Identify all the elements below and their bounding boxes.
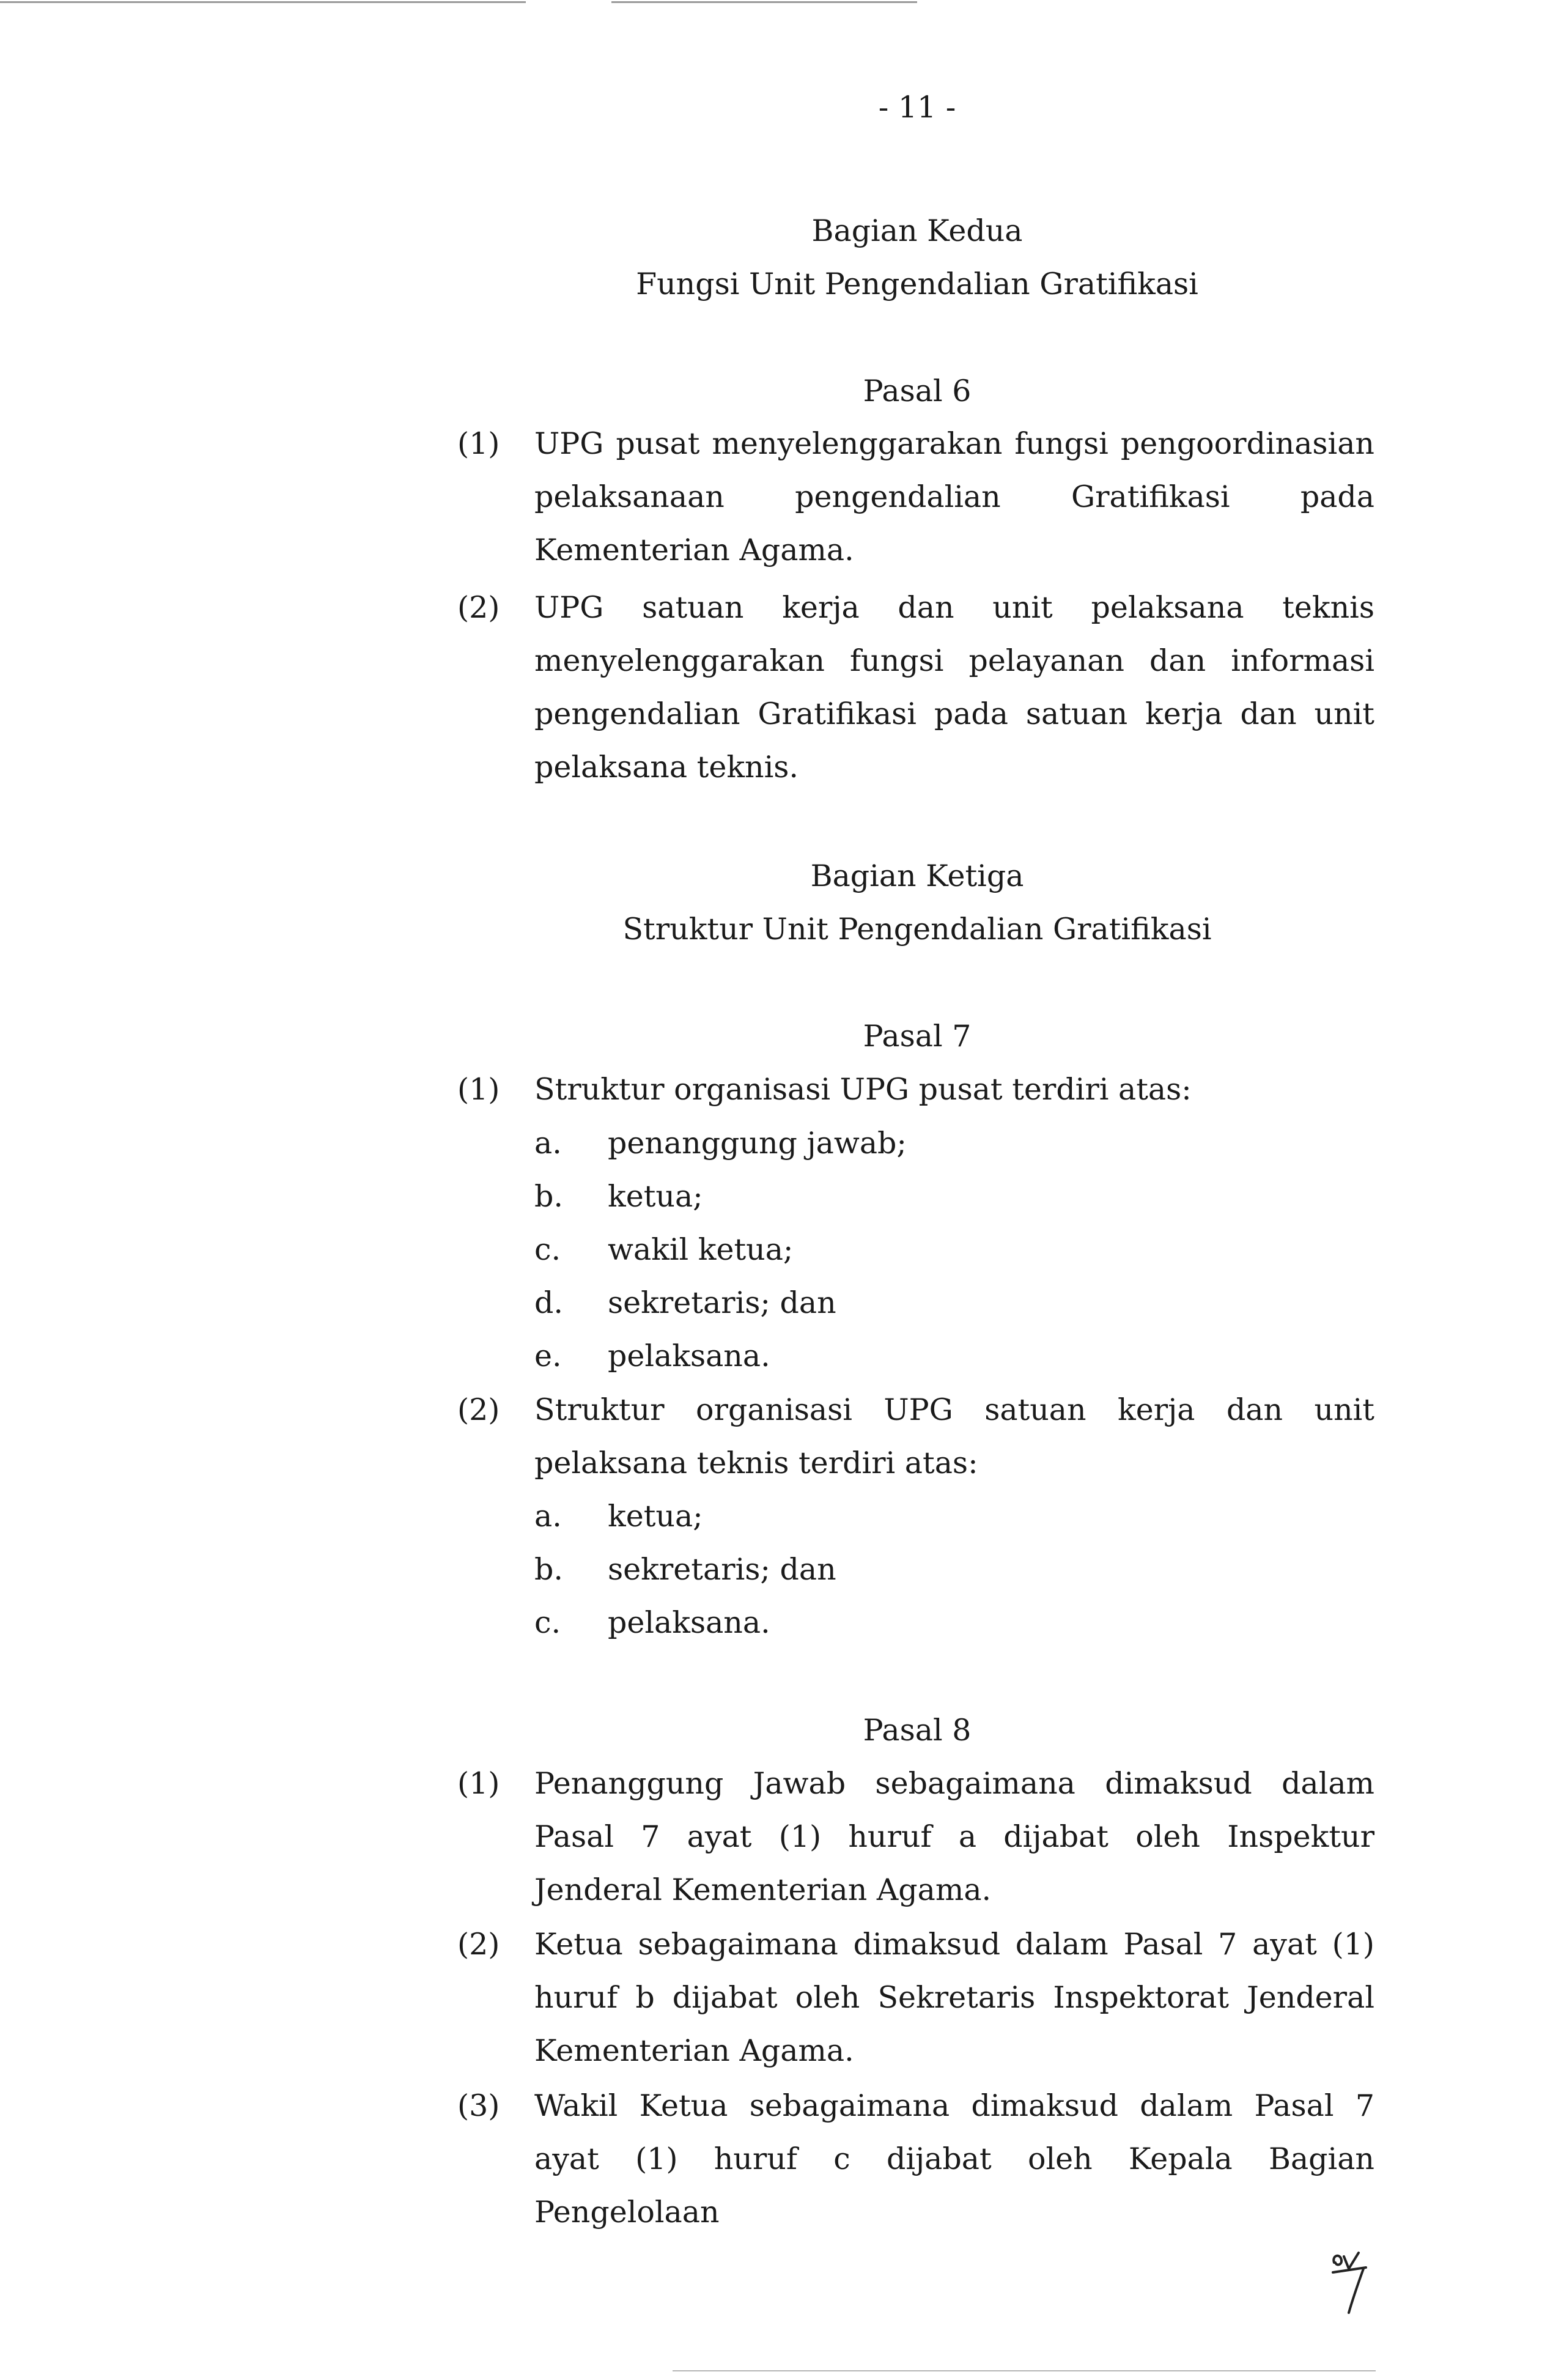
paragraph-line: Penanggung Jawab sebagaimana dimaksud dalam bbox=[534, 1766, 1374, 1801]
paragraph-line: Kementerian Agama. bbox=[534, 2033, 854, 2068]
article-title: Pasal 6 bbox=[863, 374, 972, 408]
paragraph-line: pengendalian Gratifikasi pada satuan kerja dan unit bbox=[534, 697, 1374, 731]
list-letter: e. bbox=[534, 1339, 562, 1373]
scan-edge-line bbox=[611, 1, 917, 3]
section-title: Struktur Unit Pengendalian Gratifikasi bbox=[622, 912, 1212, 947]
paragraph-line: UPG pusat menyelenggarakan fungsi pengoordinasian bbox=[534, 426, 1374, 461]
paragraph-number: (3) bbox=[457, 2088, 500, 2123]
paragraph-number: (2) bbox=[457, 1927, 500, 1962]
paragraph-body bbox=[534, 1063, 1374, 1116]
paragraph-body bbox=[534, 581, 1374, 794]
paragraph-line: pelaksana teknis. bbox=[534, 750, 799, 785]
paragraph-body bbox=[534, 417, 1374, 577]
paragraph-body bbox=[534, 1757, 1374, 1916]
article-title: Pasal 8 bbox=[863, 1713, 972, 1748]
paragraph-line: Wakil Ketua sebagaimana dimaksud dalam Pasal 7 bbox=[534, 2088, 1374, 2123]
list-text: penanggung jawab; bbox=[608, 1126, 907, 1161]
paragraph-body bbox=[534, 2079, 1374, 2239]
paragraph-number: (2) bbox=[457, 1392, 500, 1427]
list-text: ketua; bbox=[608, 1179, 703, 1214]
list-text: ketua; bbox=[608, 1499, 703, 1534]
paragraph-line: Kementerian Agama. bbox=[534, 533, 854, 567]
list-letter: d. bbox=[534, 1285, 563, 1320]
paragraph-body bbox=[534, 1918, 1374, 2077]
list-text: pelaksana. bbox=[608, 1605, 770, 1640]
paragraph-line: UPG satuan kerja dan unit pelaksana teknis bbox=[534, 590, 1374, 625]
paragraph-line: Ketua sebagaimana dimaksud dalam Pasal 7 ayat (1) bbox=[534, 1927, 1374, 1962]
list-text: sekretaris; dan bbox=[608, 1285, 836, 1320]
section-heading: Bagian Ketiga bbox=[810, 859, 1024, 893]
list-text: sekretaris; dan bbox=[608, 1552, 836, 1587]
scan-edge-line bbox=[673, 2370, 1376, 2371]
list-letter: b. bbox=[534, 1552, 563, 1587]
list-letter: b. bbox=[534, 1179, 563, 1214]
list-letter: a. bbox=[534, 1499, 562, 1534]
section-heading: Bagian Kedua bbox=[811, 213, 1023, 248]
paragraph-line: Struktur organisasi UPG satuan kerja dan unit bbox=[534, 1392, 1374, 1427]
paragraph-body bbox=[534, 1383, 1374, 1490]
list-letter: c. bbox=[534, 1605, 561, 1640]
paragraph-number: (1) bbox=[457, 1072, 500, 1107]
paragraph-line: Jenderal Kementerian Agama. bbox=[534, 1872, 992, 1907]
paragraph-line: pelaksana teknis terdiri atas: bbox=[534, 1446, 978, 1480]
paragraph-line: huruf b dijabat oleh Sekretaris Inspektorat Jenderal bbox=[534, 1980, 1374, 2015]
paragraph-line: menyelenggarakan fungsi pelayanan dan informasi bbox=[534, 643, 1374, 678]
paragraph-line: pelaksanaan pengendalian Gratifikasi pada bbox=[534, 479, 1374, 514]
scan-edge-line bbox=[0, 1, 526, 3]
paragraph-line: Struktur organisasi UPG pusat terdiri atas: bbox=[534, 1072, 1192, 1107]
paragraph-number: (2) bbox=[457, 590, 500, 625]
section-title: Fungsi Unit Pengendalian Gratifikasi bbox=[636, 267, 1198, 301]
paragraph-line: Pasal 7 ayat (1) huruf a dijabat oleh Inspektur bbox=[534, 1819, 1374, 1854]
paragraph-number: (1) bbox=[457, 1766, 500, 1801]
list-letter: a. bbox=[534, 1126, 562, 1161]
list-text: pelaksana. bbox=[608, 1339, 770, 1373]
article-title: Pasal 7 bbox=[863, 1019, 972, 1054]
handwritten-initial-mark bbox=[1327, 2244, 1376, 2318]
page-number: - 11 - bbox=[878, 90, 956, 125]
paragraph-number: (1) bbox=[457, 426, 500, 461]
paragraph-line: ayat (1) huruf c dijabat oleh Kepala Bagian Pengelolaan bbox=[534, 2142, 1374, 2230]
list-text: wakil ketua; bbox=[608, 1232, 794, 1267]
list-letter: c. bbox=[534, 1232, 561, 1267]
